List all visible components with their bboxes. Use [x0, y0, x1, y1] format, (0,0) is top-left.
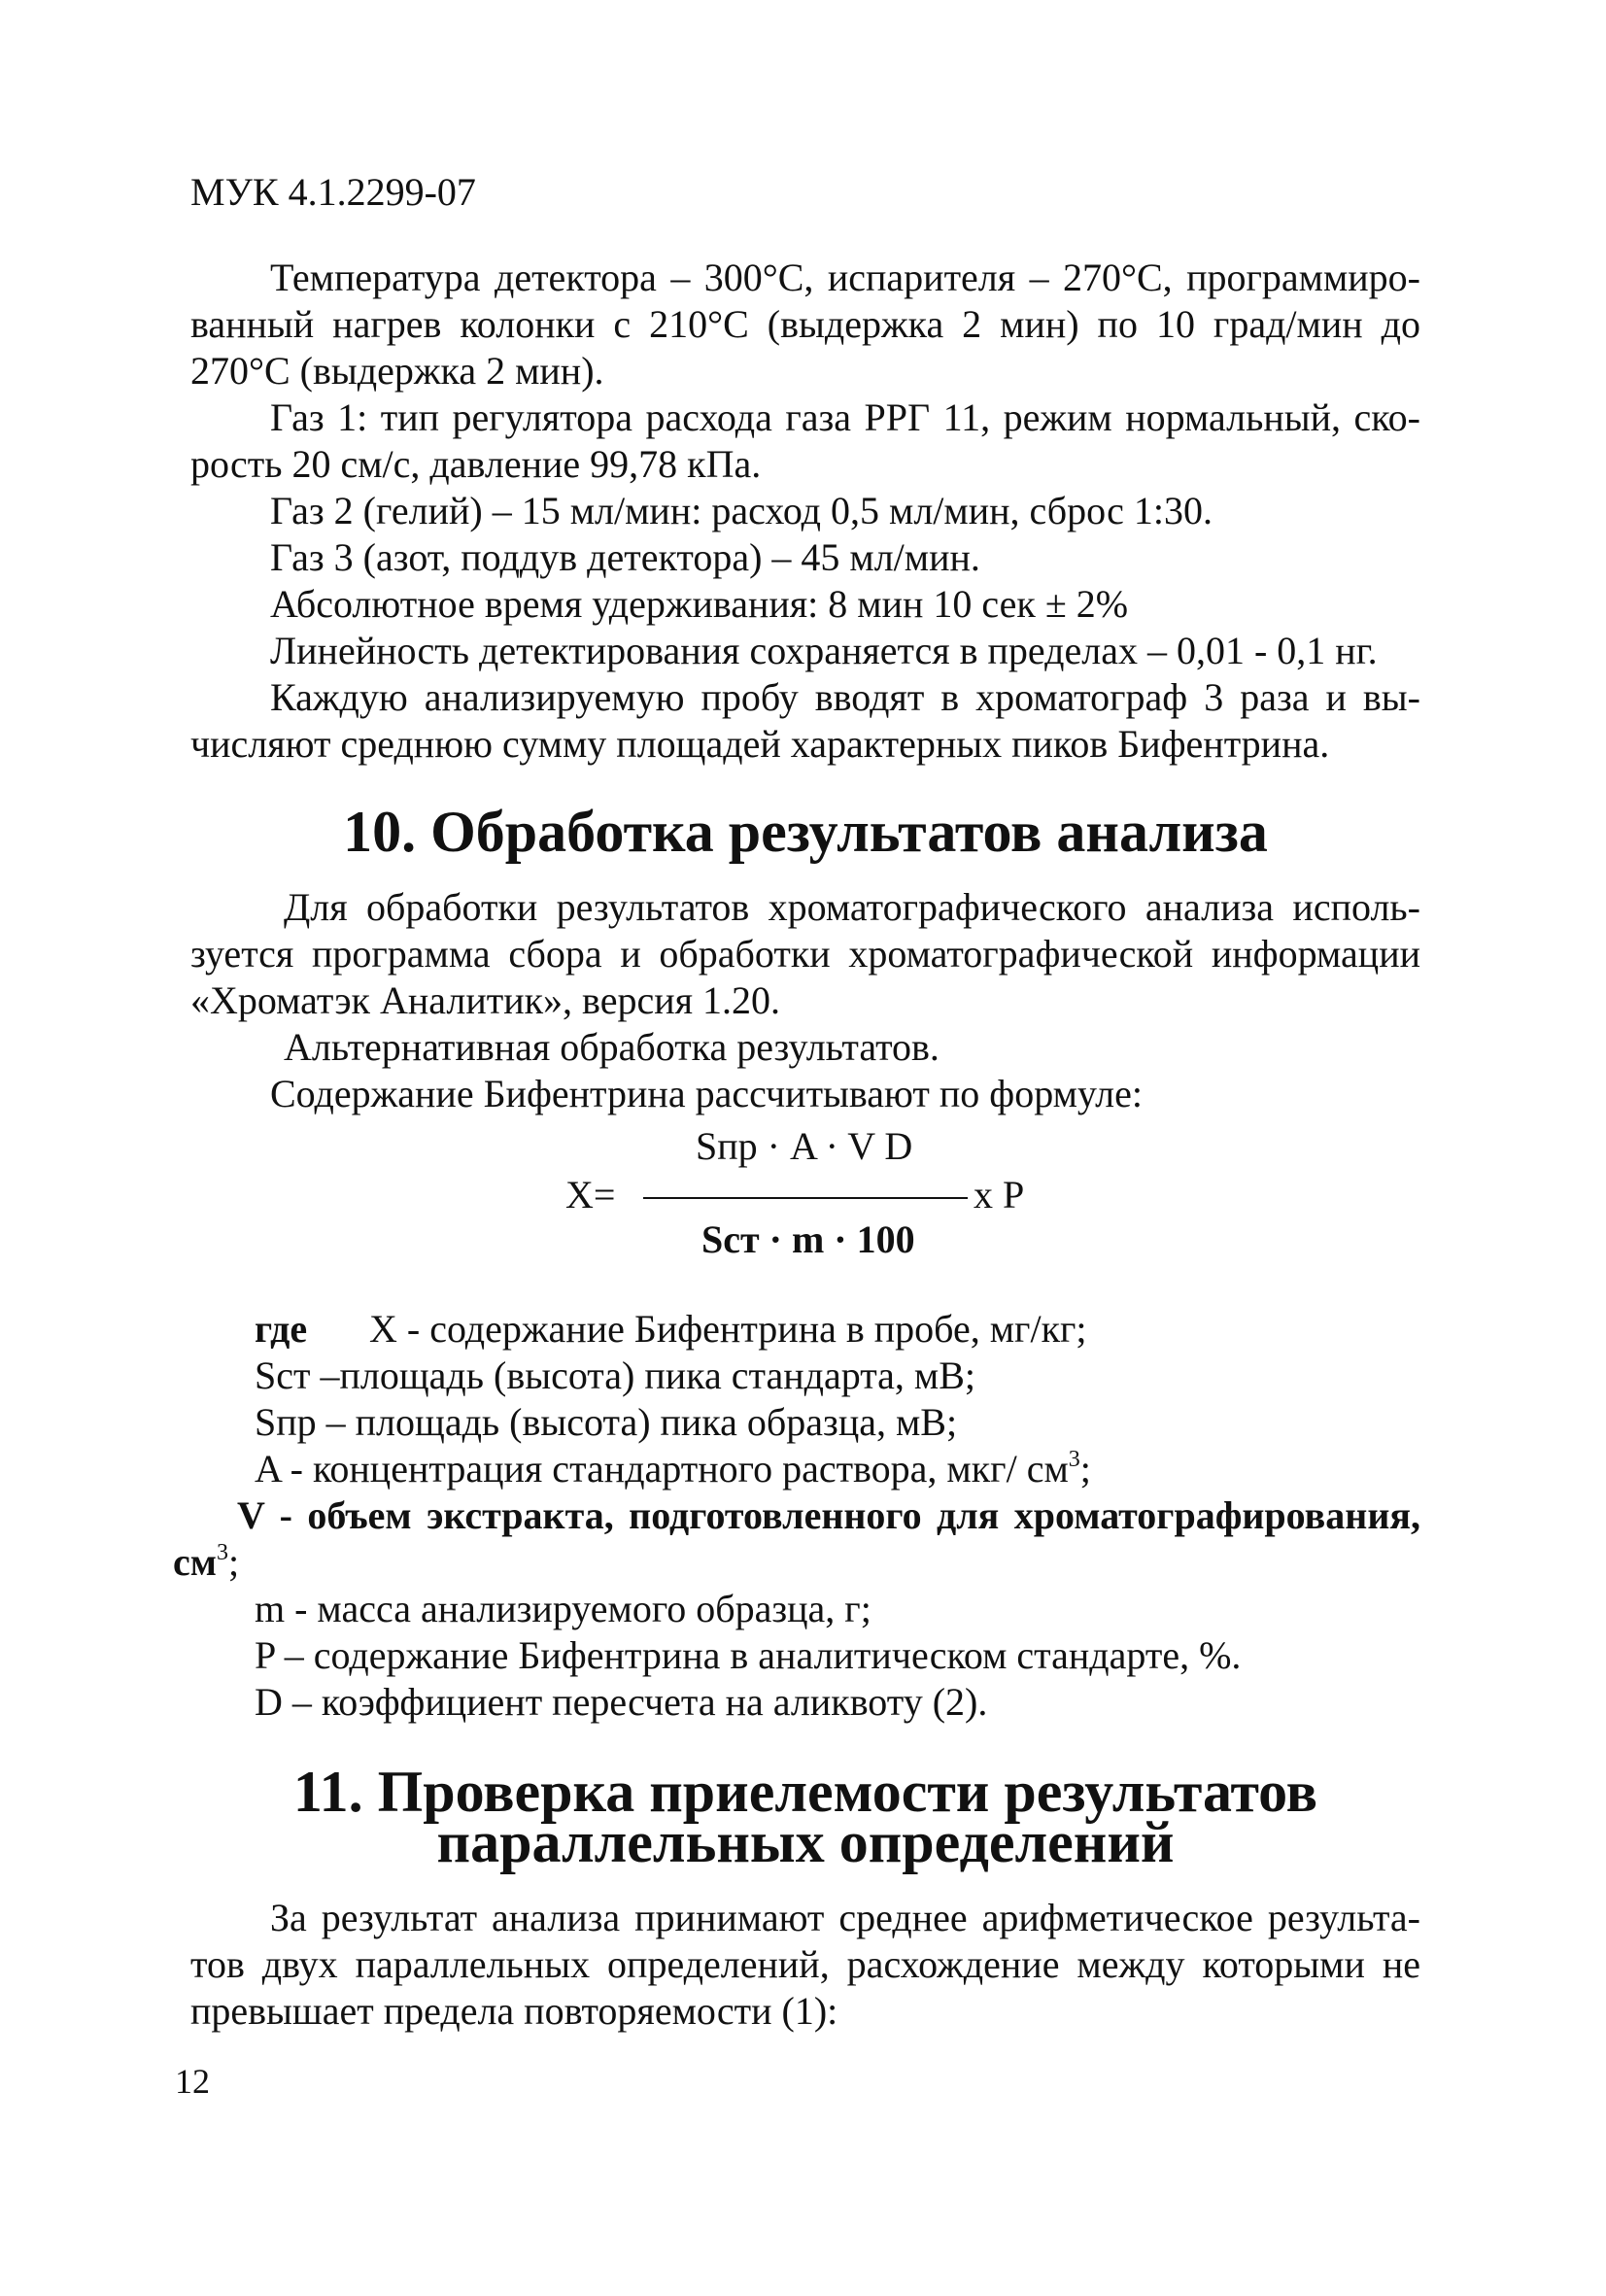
paragraph-software: Для обработки результатов хроматографического анализа исполь-зуется программа сбора и обработки хроматографической информации «Хроматэк Аналитик», версия 1.20.: [190, 885, 1420, 1022]
legend-item-a-tail: ;: [1079, 1447, 1091, 1491]
formula-lhs: X=: [565, 1173, 616, 1217]
paragraph-linearity: Линейность детектирования сохраняется в пределах – 0,01 - 0,1 нг.: [270, 629, 1378, 672]
section-10-title: 10. Обработка результатов анализа: [343, 800, 1268, 864]
legend-item-v-text: V - объем экстракта, подготовленного для хроматографирования, см: [173, 1493, 1420, 1584]
legend-item-v: [173, 1492, 1420, 1586]
formula-denominator: Sст · m · 100: [701, 1217, 915, 1261]
legend-item-v-tail: ;: [228, 1540, 240, 1584]
page-content: [173, 255, 1420, 2035]
paragraph-retention-time: Абсолютное время удерживания: 8 мин 10 сек ± 2%: [270, 582, 1129, 626]
legend-item-x-text: X - содержание Бифентрина в пробе, мг/кг;: [369, 1307, 1087, 1351]
legend-item-a-text: A - концентрация стандартного раствора, мкг/ см: [255, 1447, 1069, 1491]
paragraph-alternative: Альтернативная обработка результатов.: [284, 1025, 940, 1069]
document-code: МУК 4.1.2299-07: [190, 170, 476, 214]
legend-item-a-sup: 3: [1068, 1447, 1080, 1472]
paragraph-gas-2: Газ 2 (гелий) – 15 мл/мин: расход 0,5 мл/мин, сброс 1:30.: [270, 489, 1213, 532]
paragraph-formula-intro: Содержание Бифентрина рассчитывают по формуле:: [270, 1072, 1143, 1115]
formula: [190, 1117, 1420, 1263]
legend-item-spr: Sпр – площадь (высота) пика образца, мВ;: [255, 1400, 958, 1444]
paragraph-result-definition: За результат анализа принимают среднее арифметическое результа-тов двух параллельных определений, расхождение между которыми не превышает предела повторяемости (1):: [190, 1896, 1420, 2033]
legend-item-sst: Sст –площадь (высота) пика стандарта, мВ;: [255, 1354, 976, 1397]
section-11-title: [190, 1760, 1420, 1874]
section-11-title-line1: 11. Проверка приелемости результатов: [292, 1760, 1318, 1824]
paragraph-injection: Каждую анализируемую пробу вводят в хроматограф 3 раза и вы-числяют среднюю сумму площадей характерных пиков Бифентрина.: [190, 675, 1420, 766]
paragraph-gas-1: Газ 1: тип регулятора расхода газа РРГ 11, режим нормальный, ско-рость 20 см/с, давление 99,78 кПа.: [190, 395, 1420, 486]
paragraph-detector-temperature: Температура детектора – 300°С, испарителя – 270°С, программиро-ванный нагрев колонки с 210°С (выдержка 2 мин) по 10 град/мин до 270°С (выдержка 2 мин).: [190, 256, 1420, 393]
legend-item-d: D – коэффициент пересчета на аликвоту (2).: [255, 1680, 988, 1724]
formula-fraction-bar: [643, 1197, 968, 1199]
page-number: 12: [175, 2062, 210, 2101]
legend-item-v-sup: 3: [217, 1540, 228, 1565]
formula-rhs: x P: [974, 1173, 1025, 1217]
legend-where-label: где: [255, 1307, 308, 1351]
legend-item-a: [190, 1446, 1420, 1492]
section-11-title-line2: параллельных определений: [436, 1810, 1175, 1874]
legend-item-m: m - масса анализируемого образца, г;: [255, 1587, 871, 1630]
formula-numerator: Sпр · A · V D: [696, 1124, 913, 1168]
paragraph-gas-3: Газ 3 (азот, поддув детектора) – 45 мл/мин.: [270, 535, 980, 579]
legend-item-x: [190, 1306, 1420, 1353]
legend-item-p: P – содержание Бифентрина в аналитическом стандарте, %.: [255, 1633, 1242, 1677]
